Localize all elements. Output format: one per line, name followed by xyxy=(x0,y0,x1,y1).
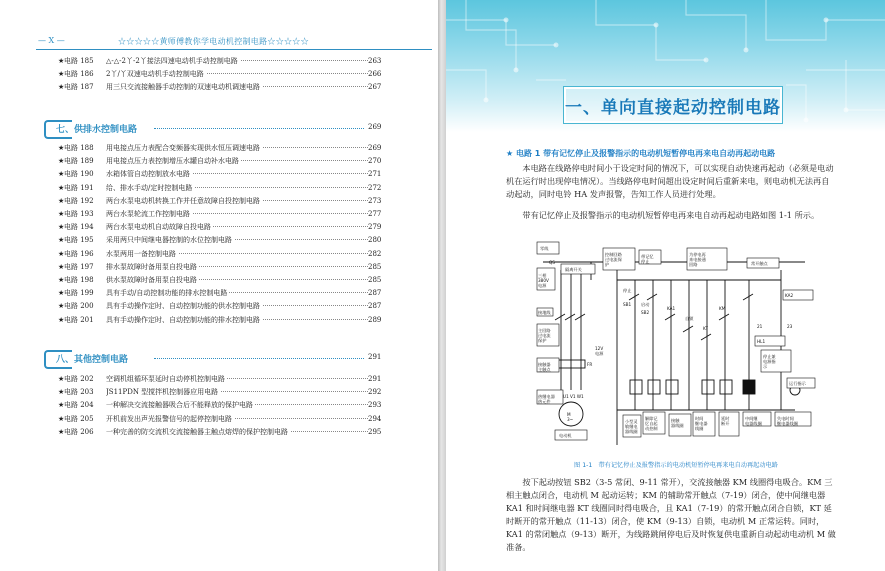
toc-entry-page: 291 xyxy=(368,374,384,385)
toc-entry-page: 266 xyxy=(368,69,384,80)
star-icon: ★ xyxy=(58,83,65,92)
diagram-label-ka1: KA1 xyxy=(667,306,676,311)
body-paragraph-2: 带有记忆停止及报警指示的电动机短暂停电再来电自动再起动电路如图 1-1 所示。 xyxy=(522,210,820,220)
toc-entry-number: 电路 206 xyxy=(64,427,94,436)
diagram-label-small-relay: 小型灵敏继电器线圈 xyxy=(625,419,638,434)
diagram-label-23: 23 xyxy=(787,324,793,329)
running-header xyxy=(36,36,432,48)
toc-entry-title: 两台水泵轮流工作控制电路 xyxy=(106,210,190,218)
toc-entry-page: 292 xyxy=(368,387,384,398)
diagram-label-qs: QS xyxy=(549,260,555,265)
diagram-label-run-light: 运行指示 xyxy=(789,381,806,386)
toc-entry-page: 279 xyxy=(368,222,384,233)
toc-entry[interactable] xyxy=(58,387,384,398)
diagram-label-ground: 接地线 xyxy=(538,310,551,315)
toc-entry[interactable] xyxy=(58,249,384,260)
toc-entry[interactable] xyxy=(58,374,384,385)
toc-entry[interactable] xyxy=(58,143,384,154)
toc-entry-title: △-△-2丫-2丫接法四速电动机手动控制电路 xyxy=(106,57,238,65)
toc-entry-number: 电路 201 xyxy=(64,315,94,324)
toc-entry-number: 电路 195 xyxy=(64,236,94,245)
diagram-label-self-lock: 自锁 xyxy=(685,316,694,321)
star-icon: ★ xyxy=(58,183,65,192)
page-number: — X — xyxy=(38,36,65,45)
diagram-label-memory-stop: 带记忆停止 xyxy=(641,254,654,264)
star-icon: ★ xyxy=(58,196,65,205)
toc-entry-title: 空调机组循环泵延时自动停机控制电路 xyxy=(106,375,225,383)
toc-entry[interactable] xyxy=(58,414,384,425)
toc-entry[interactable] xyxy=(58,222,384,233)
toc-entry-number: 电路 193 xyxy=(64,210,94,218)
toc-entry-page: 294 xyxy=(368,414,384,425)
star-icon: ★ xyxy=(58,57,65,65)
toc-entry-number: 电路 189 xyxy=(64,157,94,166)
diagram-label-kt: KT xyxy=(703,326,708,331)
diagram-label-ka2: KA2 xyxy=(785,293,794,298)
toc-entry-title: 供水泵故障时备用泵自投电路 xyxy=(106,276,197,284)
toc-entry-title: 具有手动操作定时、自动控制功能的排水控制电路 xyxy=(106,315,260,324)
circuit-diagram-svg xyxy=(535,240,817,452)
circuit-heading xyxy=(506,148,876,159)
body-paragraph-3: 按下起动按钮 SB2（3-5 常闭、9-11 常开），交流接触器 KM 线圈得电吸合。KM 三相主触点闭合，电动机 M 起动运转；KM 的辅助常开触点（7-19）闭合，使中间继电器 KA1 和时间继电器 KT 线圈同时得电吸合，且 KA1（7-19）的常开触点闭合自锁，KT 延时断开的常开触点（11-13）闭合，使 KM（9-13）自锁，电动机 M 正常运转。同时，KA1 的常闭触点（9-13）断开，为线路跳闸停电后及时恢复供电重新自动起动电动机 M 做准备。 xyxy=(506,477,836,552)
diagram-label-restart: 为停电再来电接通回路 xyxy=(689,252,706,267)
star-icon: ★ xyxy=(58,302,65,311)
diagram-label-switch: 隔离开关 xyxy=(565,267,582,272)
diagram-label-alarm: 停止兼电源指示 xyxy=(763,354,776,369)
star-icon: ★ xyxy=(58,223,65,232)
star-icon: ★ xyxy=(58,427,65,436)
toc-entry-page: 280 xyxy=(368,235,384,246)
toc-entry-page: 289 xyxy=(368,315,384,326)
toc-entry[interactable] xyxy=(58,315,384,326)
toc-entry[interactable] xyxy=(58,196,384,207)
toc-entry-number: 电路 196 xyxy=(64,249,94,258)
toc-entry-number: 电路 186 xyxy=(64,70,94,79)
star-icon: ★ xyxy=(58,375,65,383)
toc-entry-number: 电路 192 xyxy=(64,196,94,205)
toc-entry-page: 271 xyxy=(368,169,384,180)
toc-entry-title: 具有手动/自动控制功能的排水控制电路 xyxy=(106,289,228,298)
toc-entry-number: 电路 199 xyxy=(64,289,94,298)
toc-entry-title: 用三只交流接触器手动控制的双速电动机调速电路 xyxy=(106,83,260,92)
toc-entry-title: 一种完善的防交流机交流接触器主触点熔焊的保护控制电路 xyxy=(106,427,288,436)
diagram-label-contactor: 接触器主触点 xyxy=(538,362,551,372)
diagram-label-start: 启动 xyxy=(641,302,650,307)
toc-entry-page: 282 xyxy=(368,249,384,260)
right-page-content xyxy=(446,0,885,571)
toc-entry-page: 267 xyxy=(368,82,384,93)
toc-entry-number: 电路 202 xyxy=(64,375,94,383)
star-icon: ★ xyxy=(58,170,65,179)
toc-entry-title: 用电接点压力表控制增压水罐自动补水电路 xyxy=(106,157,239,166)
star-icon: ★ xyxy=(506,149,514,158)
star-icon: ★ xyxy=(58,289,65,298)
toc-entry-number: 电路 198 xyxy=(64,276,94,284)
toc-entry[interactable] xyxy=(58,169,384,180)
diagram-label-stop: 停止 xyxy=(623,288,632,293)
toc-entry-page: 273 xyxy=(368,196,384,207)
toc-entry-number: 电路 185 xyxy=(64,57,94,65)
toc-entry[interactable] xyxy=(58,301,384,312)
star-icon: ★ xyxy=(58,236,65,245)
toc-entry-number: 电路 203 xyxy=(64,388,94,397)
diagram-label-thermal: 热继电器热元件 xyxy=(538,394,555,404)
diagram-label-motor: 电动机 xyxy=(559,433,572,438)
toc-entry-title: 用电接点压力表配合变频器实现供水恒压调速电路 xyxy=(106,144,260,152)
toc-entry-page: 269 xyxy=(368,143,384,154)
toc-entry-page: 287 xyxy=(368,301,384,312)
toc-entry[interactable] xyxy=(58,400,384,411)
diagram-label-mid-relay: 中间继电器线圈 xyxy=(745,416,762,426)
star-icon: ★ xyxy=(58,276,65,284)
star-icon: ★ xyxy=(58,157,65,166)
diagram-label-ctrl-fuse: 控制回路过电流保护 xyxy=(605,252,622,267)
star-icon: ★ xyxy=(58,315,65,324)
diagram-label-hl1: HL1 xyxy=(757,339,766,344)
dot-leader xyxy=(154,358,364,359)
toc-entry[interactable] xyxy=(58,56,384,67)
diagram-label-coil: 接触器线圈 xyxy=(671,418,684,428)
toc-entry[interactable] xyxy=(58,82,384,93)
toc-section-8[interactable] xyxy=(44,350,384,366)
toc-entry-page: 263 xyxy=(368,56,384,67)
toc-entry[interactable] xyxy=(58,288,384,299)
toc-entry-title: 2丫/丫双速电动机手动控制电路 xyxy=(106,70,204,79)
diagram-label-fr: FR xyxy=(587,362,593,367)
figure-caption: 图 1-1 带有记忆停止及报警指示的电动机短暂停电再来电自动再起动电路 xyxy=(574,462,778,469)
running-title: ☆☆☆☆☆黄师傅教你学电动机控制电路☆☆☆☆☆ xyxy=(118,37,309,46)
toc-entry[interactable] xyxy=(58,275,384,286)
toc-entry[interactable] xyxy=(58,69,384,80)
toc-entry-title: 一种解决交流接触器吸合后不能释放的保护电路 xyxy=(106,401,253,410)
diagram-label-power-box: 12V 电源 xyxy=(595,346,604,356)
toc-entry-number: 电路 188 xyxy=(64,144,94,152)
toc-entry-title: 两台水泵电动机转换工作并任意故障自投控制电路 xyxy=(106,196,260,205)
section-label: 八、其他控制电路 xyxy=(54,352,130,365)
star-icon: ★ xyxy=(58,70,65,79)
toc-entry-title: 开机前发出声光报警信号的起停控制电路 xyxy=(106,414,232,423)
diagram-label-delay: 延时断开 xyxy=(721,416,730,426)
toc-entry-title: JS11PDN 型搅拌机控制器应用电路 xyxy=(106,388,219,397)
circuit-diagram xyxy=(535,240,817,452)
diagram-label-release: 解除记忆自起动控制 xyxy=(645,416,658,431)
toc-entry-number: 电路 191 xyxy=(64,183,94,192)
star-icon: ★ xyxy=(58,262,65,271)
section-page: 291 xyxy=(368,353,382,361)
diagram-label-uvw: U1 V1 W1 xyxy=(563,394,584,399)
toc-entry-title: 水箱体管自动控制放水电路 xyxy=(106,170,190,179)
toc-entry[interactable] xyxy=(58,209,384,220)
toc-entry[interactable] xyxy=(58,156,384,167)
toc-entry-title: 给、排水手动/定时控制电路 xyxy=(106,183,193,192)
toc-entry-page: 293 xyxy=(368,400,384,411)
toc-entry-page: 295 xyxy=(368,427,384,438)
book-gutter xyxy=(438,0,446,571)
toc-entry-page: 272 xyxy=(368,183,384,194)
toc-entry-number: 电路 197 xyxy=(64,262,94,271)
diagram-label-zero-line: 零线 xyxy=(540,246,549,251)
star-icon: ★ xyxy=(58,401,65,410)
left-page-toc xyxy=(0,0,438,571)
circuit-title: 带有记忆停止及报警指示的电动机短暂停电再来电自动再起动电路 xyxy=(543,149,776,158)
toc-entry-page: 285 xyxy=(368,275,384,286)
diagram-label-m3: M 3~ xyxy=(567,412,574,422)
toc-entry-number: 电路 205 xyxy=(64,414,94,423)
diagram-label-km: KM xyxy=(719,306,726,311)
diagram-label-parallel: 常开触点 xyxy=(751,261,768,266)
toc-entry[interactable] xyxy=(58,183,384,194)
star-icon: ★ xyxy=(58,414,65,423)
toc-entry[interactable] xyxy=(58,235,384,246)
toc-entry-page: 277 xyxy=(368,209,384,220)
toc-entry-number: 电路 200 xyxy=(64,302,94,311)
diagram-label-time-relay: 时间继电器线圈 xyxy=(695,416,708,431)
dot-leader xyxy=(154,128,364,129)
toc-entry-title: 采用两只中间继电器控制的水位控制电路 xyxy=(106,236,232,245)
diagram-label-sb2: SB2 xyxy=(641,310,650,315)
toc-entry-page: 270 xyxy=(368,156,384,167)
toc-entry-title: 两台水泵电动机自动故障自投电路 xyxy=(106,223,211,232)
section-page: 269 xyxy=(368,123,382,131)
toc-entry-page: 285 xyxy=(368,262,384,273)
star-icon: ★ xyxy=(58,144,65,152)
diagram-label-breaker: 主回路过电流保护 xyxy=(538,328,551,343)
section-label: 七、供排水控制电路 xyxy=(54,122,139,135)
header-rule xyxy=(36,49,432,50)
toc-entry[interactable] xyxy=(58,427,384,438)
toc-entry-page: 287 xyxy=(368,288,384,299)
diagram-label-sb1: SB1 xyxy=(623,302,632,307)
toc-entry-number: 电路 204 xyxy=(64,401,94,410)
diagram-label-21: 21 xyxy=(757,324,763,329)
diagram-label-power: 三相 380V 电源 xyxy=(538,273,549,288)
toc-entry-title: 具有手动操作定时、自动控制功能的供水控制电路 xyxy=(106,302,260,311)
chapter-title: 一、单向直接起动控制电路 xyxy=(565,98,781,118)
circuit-label: 电路 1 xyxy=(515,149,541,158)
toc-entry-number: 电路 194 xyxy=(64,223,94,232)
toc-entry-number: 电路 187 xyxy=(64,83,94,92)
toc-entry-title: 水泵两用一备控制电路 xyxy=(106,249,176,258)
star-icon: ★ xyxy=(58,249,65,258)
star-icon: ★ xyxy=(58,210,65,218)
toc-section-7[interactable] xyxy=(44,120,384,136)
star-icon: ★ xyxy=(58,388,65,397)
toc-entry-title: 排水泵故障时备用泵自投电路 xyxy=(106,262,197,271)
toc-entry[interactable] xyxy=(58,262,384,273)
toc-entry-number: 电路 190 xyxy=(64,170,94,179)
diagram-label-ha: 失电时间继电器线圈 xyxy=(777,416,798,426)
body-paragraph-1: 本电路在线路停电时间小于设定时间的情况下，可以实现自动快速再起动（必须是电动机在运行时出现停电情况）。当线路停电时间超出设定时间后重新来电，则电动机无法再自动起动，同时电铃 HA 发声报警，告知工作人员进行处理。 xyxy=(506,163,834,199)
